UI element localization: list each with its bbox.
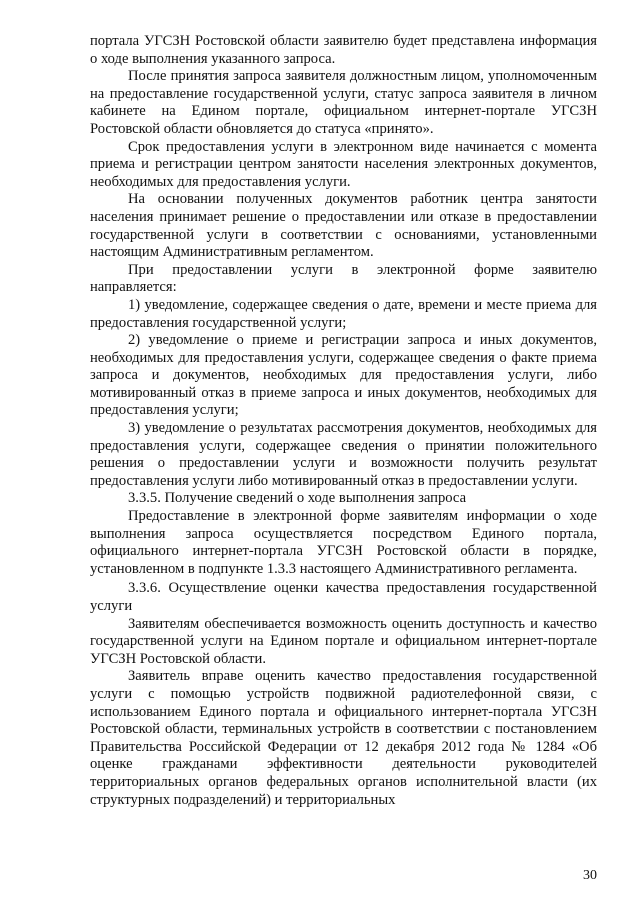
document-body — [90, 33, 597, 809]
list-item: 2) уведомление о приеме и регистрации запроса и иных документов, необходимых для предоставления услуги, содержащее сведения о факте приема запроса и документов, необходимых для предоставления услуги, либо мотивированный отказ в приеме запроса и иных документов, необходимых для предоставления услуги; — [90, 332, 597, 419]
paragraph: При предоставлении услуги в электронной форме заявителю направляется: — [90, 261, 597, 296]
paragraph: портала УГСЗН Ростовской области заявителю будет представлена информация о ходе выполнения указанного запроса. — [90, 33, 597, 67]
list-item: 3) уведомление о результатах рассмотрения документов, необходимых для предоставления услуги, содержащее сведения о принятии положительного решения о предоставлении услуги и возможности получить результат предоставления услуги либо мотивированный отказ в предоставлении услуги. — [90, 420, 597, 489]
paragraph: На основании полученных документов работник центра занятости населения принимает решение о предоставлении или отказе в предоставлении государственной услуги в соответствии с основаниями, установленными настоящим Административным регламентом. — [90, 191, 597, 261]
paragraph: Предоставление в электронной форме заявителям информации о ходе выполнения запроса осуществляется посредством Единого портала, официального интернет-портала УГСЗН Ростовской области в порядке, установленном в подпункте 1.3.3 настоящего Административного регламента. — [90, 508, 597, 577]
paragraph: Заявитель вправе оценить качество предоставления государственной услуги с помощью устройств подвижной радиотелефонной связи, с использованием Единого портала и официального интернет-портала УГСЗН Ростовской области, терминальных устройств в соответствии с постановлением Правительства Российской Федерации от 12 декабря 2012 года № 1284 «Об оценке гражданами эффективности деятельности руководителей территориальных органов федеральных органов исполнительной власти (их структурных подразделений) и территориальных — [90, 668, 597, 808]
paragraph: После принятия запроса заявителя должностным лицом, уполномоченным на предоставление государственной услуги, статус запроса заявителя в личном кабинете на Едином портале, официальном интернет-портале УГСЗН Ростовской области обновляется до статуса «принято». — [90, 68, 597, 137]
section-heading: 3.3.5. Получение сведений о ходе выполнения запроса — [128, 490, 467, 507]
paragraph: Срок предоставления услуги в электронном виде начинается с момента приема и регистрации центром занятости населения электронных документов, необходимых для предоставления услуги. — [90, 138, 597, 190]
page-number: 30 — [583, 868, 597, 883]
paragraph: Заявителям обеспечивается возможность оценить доступность и качество государственной услуги на Едином портале и официальном интернет-портале УГСЗН Ростовской области. — [90, 615, 597, 667]
list-item: 1) уведомление, содержащее сведения о дате, времени и месте приема для предоставления государственной услуги; — [90, 296, 597, 331]
section-heading: 3.3.6. Осуществление оценки качества предоставления государственной услуги — [90, 580, 597, 614]
